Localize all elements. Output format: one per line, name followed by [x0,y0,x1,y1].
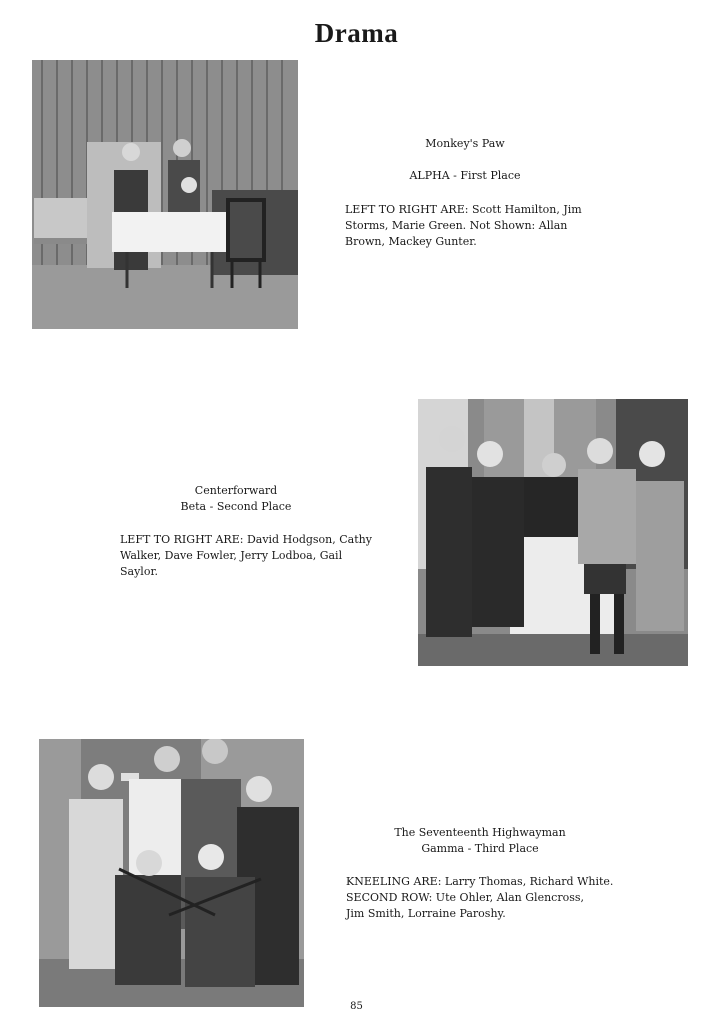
page-number: 85 [350,1001,363,1012]
centerforward-photo [418,399,688,666]
seventeenth-highwayman-names [346,874,646,922]
monkeys-paw-names [345,202,605,250]
play-title: Centerforward [194,484,278,497]
names-line: LEFT TO RIGHT ARE: Scott Hamilton, Jim [345,203,582,216]
names-line: SECOND ROW: Ute Ohler, Alan Glencross, [346,891,584,904]
monkeys-paw-photo [32,60,298,329]
names-line: Saylor. [120,565,158,578]
monkeys-paw-caption [340,136,590,200]
names-line: Jim Smith, Lorraine Paroshy. [346,907,506,920]
place-label: Gamma - Third Place [421,842,539,855]
centerforward-names [120,532,390,580]
page-title: Drama [314,18,399,48]
play-title: Monkey's Paw [425,137,505,150]
play-title: The Seventeenth Highwayman [394,826,566,839]
place-label: ALPHA - First Place [409,169,521,182]
names-line: LEFT TO RIGHT ARE: David Hodgson, Cathy [120,533,372,546]
seventeenth-highwayman-caption [360,825,600,873]
centerforward-caption [120,483,352,531]
names-line: KNEELING ARE: Larry Thomas, Richard White. [346,875,614,888]
names-line: Storms, Marie Green. Not Shown: Allan [345,219,568,232]
place-label: Beta - Second Place [180,500,292,513]
names-line: Brown, Mackey Gunter. [345,235,477,248]
seventeenth-highwayman-photo [39,739,304,1007]
names-line: Walker, Dave Fowler, Jerry Lodboa, Gail [120,549,343,562]
